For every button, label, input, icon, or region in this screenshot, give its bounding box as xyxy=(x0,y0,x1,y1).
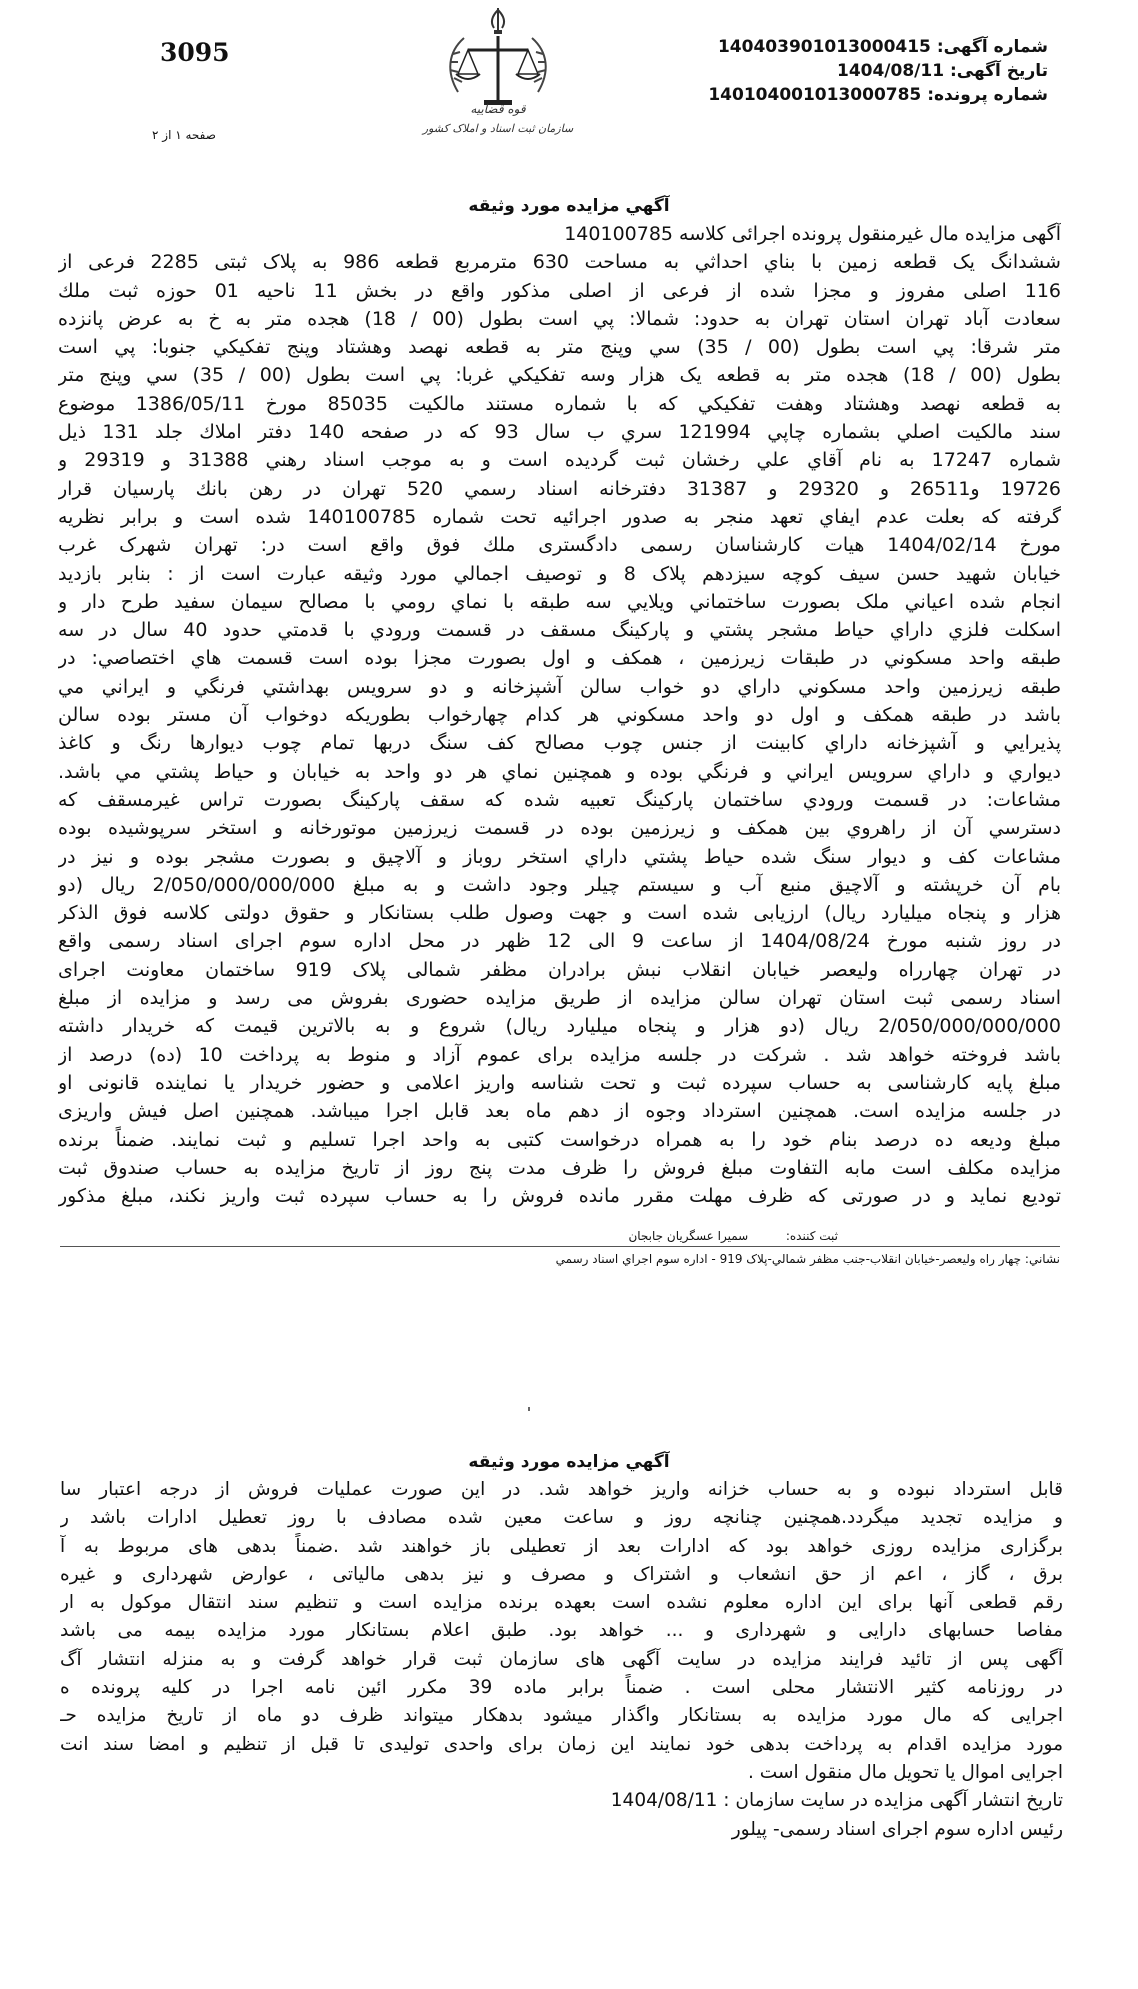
body-line: طبقه زيرزمين واحد مسکوني داراي دو خواب سالن آشپزخانه و دو سرويس بهداشتي فرنگي و ايراني مي xyxy=(58,675,1061,698)
body-line: برق ، گاز ، اعم از حق انشعاب و اشتراک و مصرف و نیز بدهی مالیاتی ، عوارض شهرداری و غیره xyxy=(60,1563,1063,1585)
ad-number-label: شماره آگهی: xyxy=(936,37,1048,57)
body-line: در روز شنبه مورخ 1404/08/24 از ساعت 9 الی 12 ظهر در محل اداره سوم اجرای اسناد رسمی واقع xyxy=(58,930,1061,953)
section1-body xyxy=(58,220,1061,1210)
registrar-name: سميرا عسگريان جابجان xyxy=(628,1229,749,1243)
body-line: قابل استرداد نبوده و به حساب خزانه واریز خواهد شد. در این صورت عملیات فروش از درجه اعتبار سا xyxy=(60,1479,1063,1500)
section-divider xyxy=(60,1246,1060,1247)
body-line: ششدانگ یک قطعه زمین با بناي احداثي به مساحت 630 مترمربع قطعه 986 به پلاک ثبتی 2285 فرعی از xyxy=(58,251,1061,274)
body-line: در تهران چهارراه وليعصر خيابان انقلاب نبش برادران مظفر شمالی پلاک 919 ساختمان معاونت اجرای xyxy=(58,958,1061,981)
ad-number-row xyxy=(708,35,1048,59)
ad-metadata xyxy=(708,35,1048,107)
body-line: متر شرقا: پي است بطول (00 / 35) سي وپنج متر به قطعه نهصد وهشتاد وپنج تفکيکي جنوبا: پي است xyxy=(58,336,1061,359)
body-line: بطول (00 / 18) هجده متر به قطعه يک هزار وسه تفکيکي غربا: پي است بطول (00 / 35) سي وپنج متر xyxy=(58,364,1061,387)
body-line: اسکلت فلزي داراي حياط مشجر پشتي و پارکينگ مسقف در قسمت ورودي با قدمتي حدود 40 سال در سه xyxy=(58,619,1061,642)
judiciary-emblem xyxy=(418,2,578,152)
body-line: انجام شده اعياني ملک بصورت ساختماني ويلايي سه طبقه با نماي رومي با مصالح سيمان سفيد طرح دار و xyxy=(58,590,1061,613)
registrar-label: ثبت کننده: xyxy=(785,1229,838,1243)
body-line: آگهی پس از تائید فرایند مزایده در سایت آگهی های سازمان ثبت قرار خواهد گرفت و به منزله انتشار آگ xyxy=(60,1648,1063,1670)
page-number: 3095 xyxy=(160,38,230,67)
body-line: در جلسه مزایده است. همچنین استرداد وجوه از دهم ماه بعد قابل اجرا میباشد. همچنین اصل فیش واریزی xyxy=(58,1100,1061,1123)
body-line: در روزنامه کثیر الانتشار محلی است . ضمناً برابر ماده 39 مکرر ائین نامه اجرا در کلیه پرونده ه xyxy=(60,1677,1063,1699)
body-line: خيابان شهيد حسن سيف کوچه سيزدهم پلاک 8 و توصيف اجمالي مورد وثيقه عبارت است از : بنابر بازديد xyxy=(58,562,1061,585)
body-line: باشد در طبقه همکف و اول دو واحد مسکوني هر کدام چهارخواب بطوريکه دوخواب آن مستر بوده سالن xyxy=(58,704,1061,727)
body-line: آگهی مزایده مال غیرمنقول پرونده اجرائی کلاسه 140100785 xyxy=(564,223,1061,245)
body-line: مزایده مکلف است مابه التفاوت مبلغ فروش را ظرف مدت پنج روز از تاریخ مزایده به حساب صندوق ثبت xyxy=(58,1156,1061,1179)
body-line: طبقه واحد مسکوني در طبقات زيرزمين ، همکف و اول بصورت مجزا بوده است قسمت هاي اختصاصي: در xyxy=(58,647,1061,670)
ad-number: 140403901013000415 xyxy=(717,37,931,57)
body-line: اسناد رسمی ثبت استان تهران سالن مزايده از طريق مزايده حضوری بفروش می رسد و مزايده از مبلغ xyxy=(58,987,1061,1010)
body-line: مورد مزایده اقدام به پرداخت بدهی خود نمایند این زمان برای واحدی تولیدی تا قبل از تنظیم و امضا سند انت xyxy=(60,1733,1063,1755)
file-number: 140104001013000785 xyxy=(708,85,922,105)
body-line: به قطعه نهصد وهشتاد وهفت تفکيکي که با شماره مستند مالکيت 85035 مورخ 1386/05/11 موضوع xyxy=(58,392,1061,415)
body-line: تاریخ انتشار آگهی مزایده در سایت سازمان : 1404/08/11 xyxy=(610,1790,1063,1812)
body-line: 116 اصلی مفروز و مجزا شده از فرعی از اصلی مذکور واقع در بخش 11 ناحیه 01 حوزه ثبت ملك xyxy=(58,279,1061,302)
body-line: پذيرايي و آشپزخانه داراي کابينت از جنس چوب مصالح کف سنگ دربها تمام چوب ديوارها رنگ و کاغذ xyxy=(58,732,1061,755)
body-line: مبلغ پایه کارشناسی به حساب سپرده ثبت و تحت شناسه واریز اعلامی و حضور خریدار یا نماینده قانونی او xyxy=(58,1071,1061,1094)
section1-title: آگهي مزايده مورد وثيقه xyxy=(468,196,670,216)
body-line: شماره 17247 به نام آقاي علي رخشان ثبت گرديده است و به موجب اسناد رهني 31388 و 29319 و xyxy=(58,449,1061,472)
body-line: بام آن خرپشته و آلاچيق منبع آب و سيستم چيلر وجود داشت و به مبلغ 2/050/000/000/000 ريال (دو xyxy=(58,873,1061,896)
emblem-caption-1: قوه قضاییه xyxy=(470,102,526,116)
emblem-caption-2: سازمان ثبت اسناد و املاک کشور xyxy=(422,122,574,135)
body-line: سعادت آباد تهران استان تهران به حدود: شمالا: پي است بطول (00 / 18) هجده متر به خ به عرض پانزده xyxy=(58,307,1061,330)
body-line: گرفته كه بعلت عدم ايفاي تعهد منجر به صدور اجرائيه تحت شماره 140100785 شده است و برابر نظريه xyxy=(58,505,1061,528)
ad-date: 1404/08/11 xyxy=(836,61,945,81)
section2-title: آگهي مزايده مورد وثيقه xyxy=(468,1452,670,1472)
body-line: هزار و پنجاه ميليارد ريال) ارزيابی شده است و جهت وصول طلب بستانكار و حقوق دولتی كلاسه فوق الذكر xyxy=(58,902,1061,925)
body-line: رئیس اداره سوم اجرای اسناد رسمی- پیلور xyxy=(731,1818,1063,1840)
body-line: مورخ 1404/02/14 هيات كارشناسان رسمی دادگستری ملك فوق واقع است در: تهران شهرک غرب xyxy=(58,534,1061,557)
ad-date-row xyxy=(708,59,1048,83)
section2-body xyxy=(60,1476,1063,1844)
body-line: ديواري و داراي سرويس ايراني و فرنگي بوده و همچنين نماي هر دو واحد به خيابان و حياط پشتي مي باشد. xyxy=(58,760,1061,783)
body-line: و مزایده تجدید میگردد.همچنین چنانچه روز و ساعت معین شده مصادف با روز تعطیل ادارات باشد ر xyxy=(60,1507,1063,1529)
body-line: باشد فروخته خواهد شد . شرکت در جلسه مزایده برای عموم آزاد و منوط به پرداخت 10 (ده) درصد از xyxy=(58,1043,1061,1066)
body-line: 19726 و26511 و 29320 و 31387 دفترخانه اسناد رسمي 520 تهران در رهن بانك پارسيان قرار xyxy=(58,477,1061,500)
body-line: اجرایی اموال یا تحویل مال منقول است . xyxy=(748,1761,1063,1783)
body-line: مشاعات: در قسمت ورودي ساختمان پارکينگ تعبيه شده که سقف پارکينگ بصورت تراس غيرمسقف که xyxy=(58,788,1061,811)
body-line: مشاعات کف و ديوار سنگ شده حياط پشتي داراي استخر روباز و آلاچيق و بصورت مشجر بوده و نيز در xyxy=(58,845,1061,868)
body-line: مفاصا حسابهای دارایی و شهرداری و ... خواهد بود. طبق اعلام بستانکار مورد مزایده بیمه می باشد xyxy=(60,1620,1063,1642)
page-break-mark xyxy=(528,1407,530,1411)
body-line: مبلغ ودیعه ده درصد بنام خود را به همراه درخواست کتبی به واحد اجرا تسلیم و ثبت نمایند. ضمناً برنده xyxy=(58,1128,1061,1151)
body-line: اجرایی که مال مورد مزایده به بستانکار واگذار میشود بدهکار میتواند ظرف دو ماه از تاریخ مزایده حـ xyxy=(60,1705,1063,1727)
body-line: تودیع نماید و در صورتی که ظرف مهلت مقرر مانده فروش را به حساب سپرده ثبت واریز نکند، مبلغ مذکور xyxy=(58,1185,1061,1208)
body-line: 2/050/000/000/000 ريال (دو هزار و پنجاه ميليارد ريال) شروع و به بالاترين قيمت كه خريدار داشته xyxy=(58,1015,1061,1038)
page-of-label: صفحه ۱ از ۲ xyxy=(152,128,216,142)
ad-date-label: تاریخ آگهی: xyxy=(949,61,1048,81)
registrar-row xyxy=(628,1229,838,1243)
body-line: رقم قطعی آنها برای این اداره معلوم نشده است بعهده برنده مزایده است و تنظیم سند انتقال موکول به ار xyxy=(60,1592,1063,1614)
file-number-label: شماره پرونده: xyxy=(927,85,1048,105)
body-line: برگزاری مزایده روزی خواهد بود که ادارات بعد از تعطیلی باز خواهند شد .ضمناً بدهی های مربوط به آ xyxy=(60,1535,1063,1557)
body-line: سند مالکيت اصلي بشماره چاپي 121994 سري ب سال 93 که در صفحه 140 دفتر املاك جلد 131 ذيل xyxy=(58,421,1061,444)
file-number-row xyxy=(708,83,1048,107)
address-line: نشاني: چهار راه وليعصر-خيابان انقلاب-جنب مظفر شمالي-پلاک 919 - اداره سوم اجراي اسناد رسمي xyxy=(555,1252,1060,1266)
body-line: دسترسي آن از راهروي بين همکف و زيرزمين بوده در قسمت زيرزمين موتورخانه و استخر سرپوشيده بوده xyxy=(58,817,1061,840)
